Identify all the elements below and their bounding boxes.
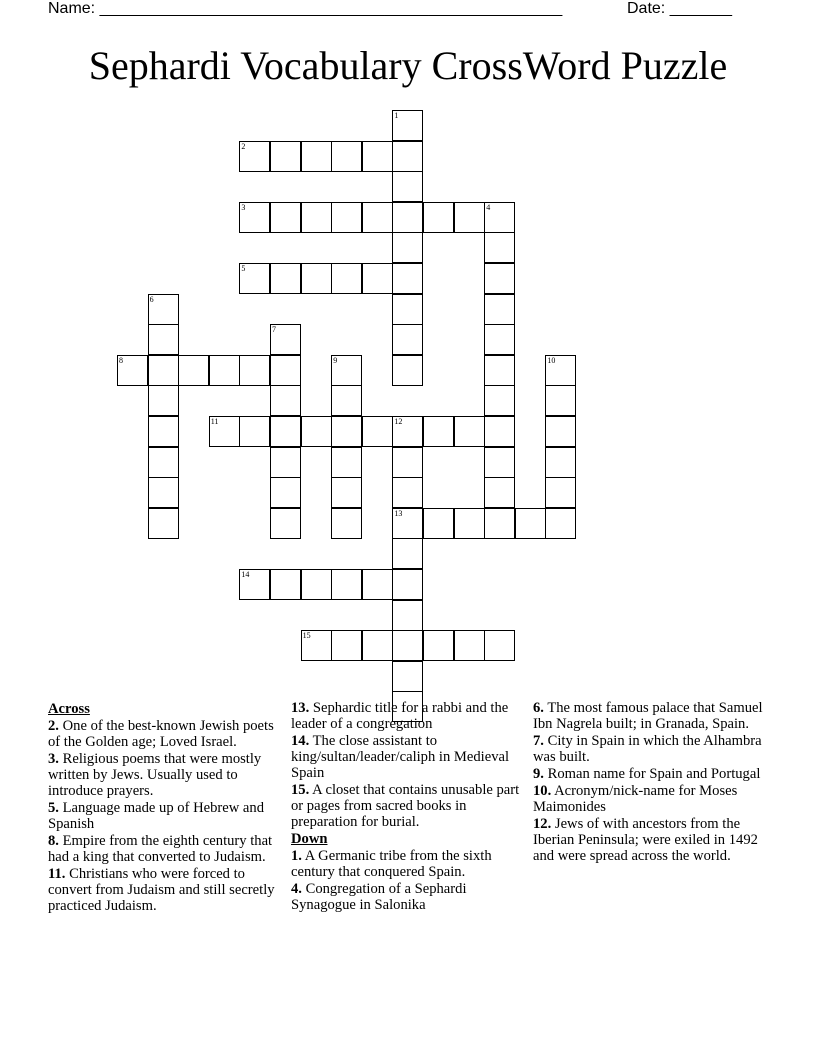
clue-number: 3. — [48, 751, 59, 767]
grid-cell[interactable] — [178, 355, 209, 386]
grid-cell[interactable] — [362, 141, 393, 172]
grid-cell[interactable] — [484, 294, 515, 325]
grid-cell[interactable] — [148, 508, 179, 539]
grid-cell[interactable] — [423, 416, 454, 447]
grid-cell[interactable] — [545, 477, 576, 508]
clue-number: 4. — [291, 881, 302, 897]
cell-number: 10 — [547, 355, 556, 365]
grid-cell[interactable] — [423, 508, 454, 539]
grid-cell[interactable] — [484, 447, 515, 478]
grid-cell[interactable] — [515, 508, 546, 539]
grid-cell[interactable] — [545, 416, 576, 447]
grid-cell[interactable] — [392, 171, 423, 202]
grid-cell[interactable] — [392, 141, 423, 172]
clue-item — [291, 881, 523, 913]
grid-cell[interactable] — [362, 630, 393, 661]
clue-text: Sephardic title for a rabbi and the leader of a congregation — [291, 700, 509, 732]
grid-cell[interactable] — [331, 630, 362, 661]
grid-cell[interactable] — [392, 294, 423, 325]
clue-text: A closet that contains unusable part or pages from sacred books in preparation for burial. — [291, 782, 520, 830]
grid-cell[interactable] — [331, 355, 362, 386]
clue-item — [291, 733, 523, 781]
grid-cell[interactable] — [209, 355, 240, 386]
clue-text: The most famous palace that Samuel Ibn Nagrela built; in Granada, Spain. — [533, 700, 763, 732]
grid-cell[interactable] — [301, 416, 332, 447]
grid-cell[interactable] — [392, 232, 423, 263]
grid-cell[interactable] — [484, 202, 515, 233]
clue-number: 6. — [533, 700, 544, 716]
grid-cell[interactable] — [392, 355, 423, 386]
clue-item — [533, 783, 768, 815]
grid-cell[interactable] — [545, 447, 576, 478]
grid-cell[interactable] — [392, 263, 423, 294]
grid-cell[interactable] — [484, 385, 515, 416]
grid-cell[interactable] — [454, 416, 485, 447]
grid-cell[interactable] — [301, 263, 332, 294]
grid-cell[interactable] — [148, 447, 179, 478]
clue-number: 5. — [48, 800, 59, 816]
grid-cell[interactable] — [392, 508, 423, 539]
grid-cell[interactable] — [484, 477, 515, 508]
grid-cell[interactable] — [148, 477, 179, 508]
grid-cell[interactable] — [392, 324, 423, 355]
grid-cell[interactable] — [331, 477, 362, 508]
grid-cell[interactable] — [270, 202, 301, 233]
grid-cell[interactable] — [545, 385, 576, 416]
clue-number: 9. — [533, 766, 544, 782]
grid-cell[interactable] — [454, 202, 485, 233]
grid-cell[interactable] — [362, 569, 393, 600]
clue-number: 14. — [291, 733, 310, 749]
cell-number: 12 — [394, 417, 403, 426]
cell-number: 6 — [149, 294, 154, 304]
clue-item — [291, 848, 523, 880]
grid-cell[interactable] — [148, 385, 179, 416]
grid-cell[interactable] — [239, 141, 270, 172]
clue-text: Language made up of Hebrew and Spanish — [48, 800, 264, 832]
name-field[interactable]: Name: ____________________________________________________ — [48, 0, 563, 17]
grid-cell[interactable] — [331, 447, 362, 478]
clue-text: Jews of with ancestors from the Iberian Peninsula; were exiled in 1492 and were spread across the world. — [533, 816, 758, 864]
clue-item — [533, 766, 768, 782]
cell-number: 14 — [241, 570, 250, 579]
grid-cell[interactable] — [270, 508, 301, 539]
page-title: Sephardi Vocabulary CrossWord Puzzle — [88, 43, 728, 88]
grid-cell[interactable] — [392, 447, 423, 478]
down-heading: Down — [291, 831, 328, 847]
grid-cell[interactable] — [392, 569, 423, 600]
clue-item — [48, 751, 276, 799]
grid-cell[interactable] — [454, 630, 485, 661]
cell-number: 4 — [486, 202, 491, 212]
grid-cell[interactable] — [392, 600, 423, 631]
cell-number: 7 — [272, 325, 276, 335]
cell-number: 13 — [394, 508, 403, 518]
grid-cell[interactable] — [484, 324, 515, 355]
grid-cell[interactable] — [270, 569, 301, 600]
clue-text: Congregation of a Sephardi Synagogue in Salonika — [291, 881, 467, 913]
clue-text: City in Spain in which the Alhambra was built. — [533, 733, 762, 765]
clue-number: 8. — [48, 833, 59, 849]
cell-number: 8 — [119, 355, 123, 365]
clue-text: Christians who were forced to convert from Judaism and still secretly practiced Judaism. — [48, 866, 275, 914]
cell-number: 2 — [241, 141, 246, 151]
grid-cell[interactable] — [148, 355, 179, 386]
grid-cell[interactable] — [270, 263, 301, 294]
cell-number: 15 — [302, 631, 311, 641]
clue-text: Empire from the eighth century that had a king that converted to Judaism. — [48, 833, 273, 865]
grid-cell[interactable] — [301, 630, 332, 661]
clue-number: 11. — [48, 866, 66, 882]
grid-cell[interactable] — [392, 538, 423, 569]
clue-text: One of the best-known Jewish poets of the Golden age; Loved Israel. — [48, 718, 274, 750]
grid-cell[interactable] — [270, 477, 301, 508]
grid-cell[interactable] — [484, 508, 515, 539]
grid-cell[interactable] — [392, 202, 423, 233]
grid-cell[interactable] — [362, 202, 393, 233]
grid-cell[interactable] — [331, 141, 362, 172]
clue-number: 1. — [291, 848, 302, 864]
clue-text: A Germanic tribe from the sixth century that conquered Spain. — [291, 848, 492, 880]
grid-cell[interactable] — [484, 232, 515, 263]
grid-cell[interactable] — [301, 569, 332, 600]
clue-item — [533, 733, 768, 765]
across-heading: Across — [48, 701, 90, 717]
grid-cell[interactable] — [423, 630, 454, 661]
grid-cell[interactable] — [270, 447, 301, 478]
clue-item — [48, 718, 276, 750]
clue-text: Acronym/nick-name for Moses Maimonides — [533, 783, 738, 815]
grid-cell[interactable] — [331, 385, 362, 416]
grid-cell[interactable] — [148, 324, 179, 355]
clue-number: 12. — [533, 816, 552, 832]
grid-cell[interactable] — [392, 630, 423, 661]
grid-cell[interactable] — [331, 263, 362, 294]
clue-text: The close assistant to king/sultan/leader/caliph in Medieval Spain — [291, 733, 510, 781]
grid-cell[interactable] — [239, 416, 270, 447]
cell-number: 3 — [241, 202, 246, 212]
grid-cell[interactable] — [423, 202, 454, 233]
grid-cell[interactable] — [239, 263, 270, 294]
grid-cell[interactable] — [362, 263, 393, 294]
clue-number: 2. — [48, 718, 59, 734]
grid-cell[interactable] — [484, 630, 515, 661]
grid-cell[interactable] — [331, 569, 362, 600]
grid-cell[interactable] — [148, 294, 179, 325]
clue-item — [533, 816, 768, 864]
grid-cell[interactable] — [484, 263, 515, 294]
cell-number: 9 — [333, 355, 338, 365]
grid-cell[interactable] — [270, 385, 301, 416]
clue-text: Roman name for Spain and Portugal — [543, 766, 761, 782]
clue-number: 10. — [533, 783, 552, 799]
grid-cell[interactable] — [545, 508, 576, 539]
grid-cell[interactable] — [484, 416, 515, 447]
cell-number: 1 — [394, 111, 399, 120]
clue-item — [291, 782, 523, 830]
grid-cell[interactable] — [270, 355, 301, 386]
grid-cell[interactable] — [331, 508, 362, 539]
grid-cell[interactable] — [454, 508, 485, 539]
grid-cell[interactable] — [270, 141, 301, 172]
grid-cell[interactable] — [239, 202, 270, 233]
grid-cell[interactable] — [484, 355, 515, 386]
clue-column-3 — [533, 700, 768, 865]
grid-cell[interactable] — [148, 416, 179, 447]
grid-cell[interactable] — [362, 416, 393, 447]
grid-cell[interactable] — [301, 202, 332, 233]
cell-number: 11 — [210, 417, 219, 426]
clue-item — [533, 700, 768, 732]
grid-cell[interactable] — [331, 202, 362, 233]
grid-cell[interactable] — [270, 324, 301, 355]
grid-cell[interactable] — [301, 141, 332, 172]
grid-cell[interactable] — [331, 416, 362, 447]
grid-cell[interactable] — [239, 569, 270, 600]
cell-number: 5 — [241, 264, 246, 273]
grid-cell[interactable] — [239, 355, 270, 386]
grid-cell[interactable] — [117, 355, 148, 386]
grid-cell[interactable] — [392, 477, 423, 508]
grid-cell[interactable] — [270, 416, 301, 447]
clue-item — [291, 700, 523, 732]
clue-number: 7. — [533, 733, 544, 749]
clue-text: Religious poems that were mostly written by Jews. Usually used to introduce prayers. — [48, 751, 262, 799]
grid-cell[interactable] — [545, 355, 576, 386]
clue-item — [48, 833, 276, 865]
grid-cell[interactable] — [392, 661, 423, 692]
clue-number: 13. — [291, 700, 310, 716]
clue-item — [48, 800, 276, 832]
clue-column-2 — [291, 700, 523, 914]
date-field[interactable]: Date: _______ — [627, 0, 732, 17]
clue-number: 15. — [291, 782, 310, 798]
clue-column-1 — [48, 700, 276, 915]
grid-cell[interactable] — [392, 110, 423, 141]
clue-item — [48, 866, 276, 914]
grid-cell[interactable] — [209, 416, 240, 447]
grid-cell[interactable] — [392, 416, 423, 447]
